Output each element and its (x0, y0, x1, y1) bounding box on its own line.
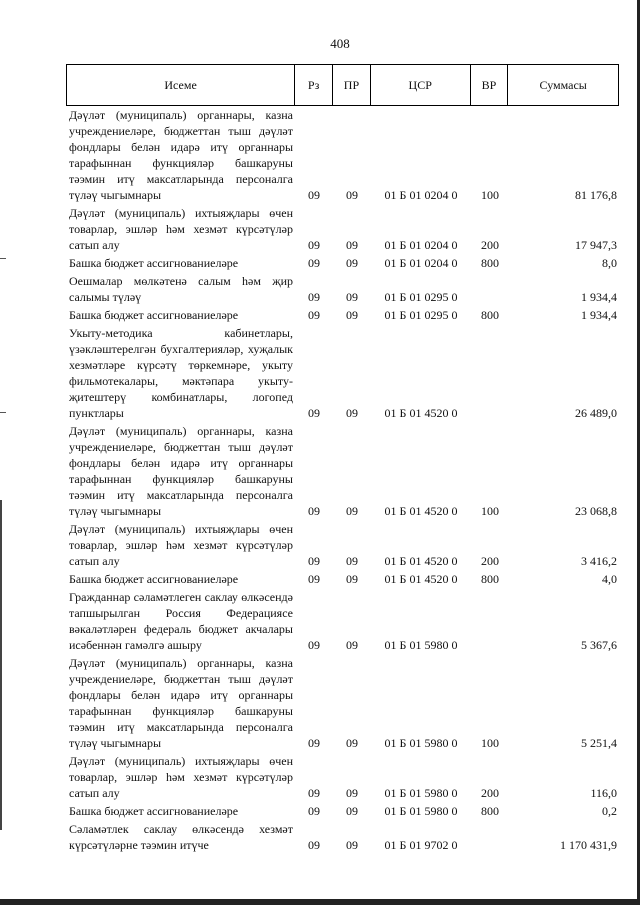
table-row (66, 324, 619, 422)
cell-rz: 09 (308, 786, 320, 800)
cell-name: Гражданнар сәламәтлеген саклау өлкәсендә тапшырылган Россия Федерациясе вәкаләтләрен федераль бюджет акчалары исәбеннән гамәлгә ашыру (69, 590, 293, 652)
cell-csr: 01 Б 01 5980 0 (384, 804, 458, 818)
cell-sum: 0,2 (602, 804, 617, 818)
cell-rz: 09 (308, 572, 320, 586)
cell-name: Укыту-методика кабинетлары, үзәкләштерелгән бухгалтерияләр, хуҗалык хезмәтләре күрсәтү төркемнәре, укыту фильмотекалары, мәктәпара укыту-җитештерү комбинатлары, логопед пунктлары (69, 326, 293, 420)
cell-rz: 09 (308, 638, 320, 652)
cell-sum: 5 251,4 (581, 736, 617, 750)
cell-rz: 09 (308, 838, 320, 852)
header-rz: Рз (295, 65, 333, 105)
cell-csr: 01 Б 01 9702 0 (384, 838, 458, 852)
cell-sum: 3 416,2 (581, 554, 617, 568)
cell-csr: 01 Б 01 4520 0 (384, 406, 458, 420)
cell-csr: 01 Б 01 5980 0 (384, 786, 458, 800)
table-row (66, 254, 619, 272)
cell-sum: 23 068,8 (575, 504, 617, 518)
header-vr: ВР (471, 65, 509, 105)
table-row (66, 106, 619, 204)
cell-name: Башка бюджет ассигнованиеләре (69, 804, 239, 818)
cell-sum: 1 934,4 (581, 290, 617, 304)
cell-sum: 26 489,0 (575, 406, 617, 420)
cell-csr: 01 Б 01 0295 0 (384, 290, 458, 304)
cell-rz: 09 (308, 308, 320, 322)
cell-pr: 09 (346, 838, 358, 852)
table-body (66, 106, 619, 854)
cell-sum: 1 170 431,9 (560, 838, 617, 852)
cell-pr: 09 (346, 308, 358, 322)
header-csr: ЦСР (371, 65, 471, 105)
scan-tick (0, 412, 6, 413)
cell-vr: 800 (481, 256, 499, 270)
scan-tick (0, 258, 6, 259)
cell-csr: 01 Б 01 4520 0 (384, 572, 458, 586)
cell-sum: 1 934,4 (581, 308, 617, 322)
cell-vr: 800 (481, 804, 499, 818)
table-row (66, 570, 619, 588)
table-row (66, 752, 619, 802)
table-row (66, 272, 619, 306)
cell-name: Дәүләт (муниципаль) ихтыяҗлары өчен товарлар, эшләр һәм хезмәт күрсәтүләр сатып алу (69, 206, 293, 252)
page-number: 408 (330, 36, 350, 51)
cell-name: Башка бюджет ассигнованиеләре (69, 308, 239, 322)
cell-rz: 09 (308, 504, 320, 518)
cell-sum: 116,0 (590, 786, 617, 800)
cell-pr: 09 (346, 406, 358, 420)
cell-rz: 09 (308, 238, 320, 252)
cell-vr: 200 (481, 786, 499, 800)
cell-csr: 01 Б 01 0204 0 (384, 188, 458, 202)
table-header (66, 64, 619, 106)
cell-sum: 8,0 (602, 256, 617, 270)
cell-rz: 09 (308, 188, 320, 202)
cell-pr: 09 (346, 786, 358, 800)
cell-sum: 4,0 (602, 572, 617, 586)
cell-csr: 01 Б 01 5980 0 (384, 638, 458, 652)
cell-name: Башка бюджет ассигнованиеләре (69, 256, 239, 270)
cell-pr: 09 (346, 804, 358, 818)
header-sum: Суммасы (539, 78, 587, 92)
budget-table (66, 64, 619, 854)
cell-csr: 01 Б 01 4520 0 (384, 554, 458, 568)
table-row (66, 520, 619, 570)
cell-vr: 800 (481, 572, 499, 586)
cell-sum: 17 947,3 (575, 238, 617, 252)
table-row (66, 306, 619, 324)
table-row (66, 422, 619, 520)
cell-csr: 01 Б 01 0204 0 (384, 238, 458, 252)
cell-pr: 09 (346, 238, 358, 252)
cell-name: Дәүләт (муниципаль) ихтыяҗлары өчен товарлар, эшләр һәм хезмәт күрсәтүләр сатып алу (69, 522, 293, 568)
cell-csr: 01 Б 01 4520 0 (384, 504, 458, 518)
cell-name: Дәүләт (муниципаль) ихтыяҗлары өчен товарлар, эшләр һәм хезмәт күрсәтүләр сатып алу (69, 754, 293, 800)
cell-vr: 200 (481, 238, 499, 252)
cell-pr: 09 (346, 256, 358, 270)
cell-pr: 09 (346, 504, 358, 518)
cell-pr: 09 (346, 554, 358, 568)
cell-rz: 09 (308, 406, 320, 420)
cell-rz: 09 (308, 290, 320, 304)
cell-name: Дәүләт (муниципаль) органнары, казна учреждениеләре, бюджеттан тыш дәүләт фондлары белән идарә итү органнары тарафыннан функцияләр башкаруны тәэмин итү максатларында персоналга түләү чыгымнары (69, 656, 293, 750)
cell-pr: 09 (346, 188, 358, 202)
table-row (66, 588, 619, 654)
cell-name: Дәүләт (муниципаль) органнары, казна учреждениеләре, бюджеттан тыш дәүләт фондлары белән идарә итү органнары тарафыннан функцияләр башкаруны тәэмин итү максатларында персоналга түләү чыгымнары (69, 108, 293, 202)
cell-name: Сәламәтлек саклау өлкәсендә хезмәт күрсәтүләрне тәэмин итүче (69, 822, 293, 852)
table-row (66, 802, 619, 820)
cell-rz: 09 (308, 256, 320, 270)
cell-pr: 09 (346, 290, 358, 304)
cell-vr: 200 (481, 554, 499, 568)
cell-csr: 01 Б 01 0204 0 (384, 256, 458, 270)
cell-vr: 800 (481, 308, 499, 322)
cell-vr: 100 (481, 504, 499, 518)
scan-edge-left (0, 500, 2, 830)
cell-csr: 01 Б 01 0295 0 (384, 308, 458, 322)
cell-name: Башка бюджет ассигнованиеләре (69, 572, 239, 586)
cell-pr: 09 (346, 638, 358, 652)
cell-vr: 100 (481, 736, 499, 750)
cell-rz: 09 (308, 736, 320, 750)
cell-name: Дәүләт (муниципаль) органнары, казна учреждениеләре, бюджеттан тыш дәүләт фондлары белән идарә итү органнары тарафыннан функцияләр башкаруны тәэмин итү максатларында персоналга түләү чыгымнары (69, 424, 293, 518)
cell-pr: 09 (346, 736, 358, 750)
header-pr: ПР (333, 65, 371, 105)
cell-pr: 09 (346, 572, 358, 586)
cell-sum: 5 367,6 (581, 638, 617, 652)
scan-edge-bottom (0, 899, 640, 905)
cell-rz: 09 (308, 804, 320, 818)
cell-sum: 81 176,8 (575, 188, 617, 202)
cell-csr: 01 Б 01 5980 0 (384, 736, 458, 750)
table-row (66, 654, 619, 752)
header-name: Исеме (67, 65, 295, 105)
cell-vr: 100 (481, 188, 499, 202)
cell-name: Оешмалар мөлкәтенә салым һәм җир салымы түләү (69, 274, 293, 304)
table-row (66, 820, 619, 854)
cell-rz: 09 (308, 554, 320, 568)
table-row (66, 204, 619, 254)
